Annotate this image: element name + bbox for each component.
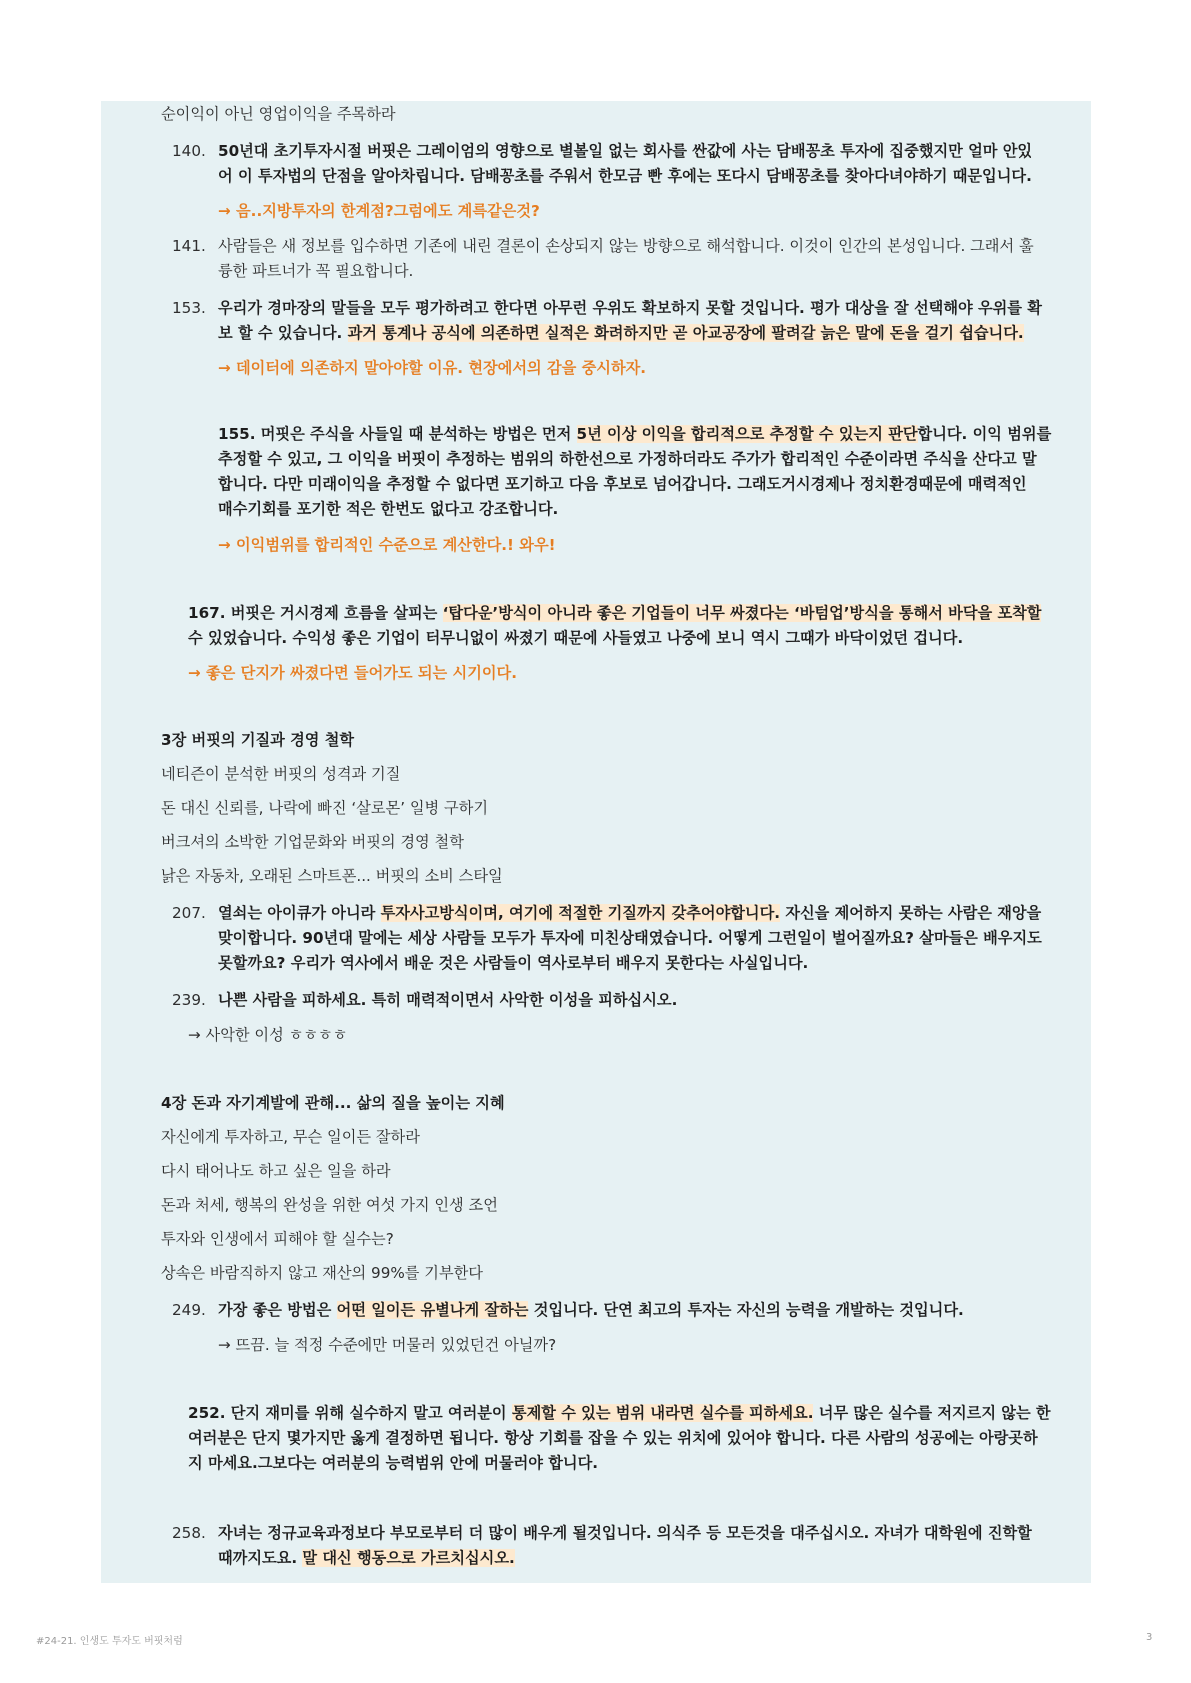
quote-text: 155. 머핏은 주식을 사들일 때 분석하는 방법은 먼저 5년 이상 이익을 합리적으로 추정할 수 있는지 판단합니다. 이익 범위를 [218, 425, 1052, 443]
chapter-item: 돈과 처세, 행복의 완성을 위한 여섯 가지 인생 조언 [161, 1196, 498, 1214]
footer-title: #24-21. 인생도 투자도 버핏처럼 [36, 1636, 183, 1647]
quote-text: 우리가 경마장의 말들을 모두 평가하려고 한다면 아무런 우위도 확보하지 못할 것입니다. 평가 대상을 잘 선택해야 우위를 확 [218, 299, 1042, 317]
quote-text: 사람들은 새 정보를 입수하면 기존에 내린 결론이 손상되지 않는 방향으로 해석합니다. 이것이 인간의 본성입니다. 그래서 훌 [218, 237, 1034, 255]
quote-number: 141. [172, 237, 206, 255]
quote-number: 140. [172, 142, 206, 160]
chapter-item: 다시 태어나도 하고 싶은 일을 하라 [161, 1162, 391, 1180]
highlighted-phrase: 5년 이상 이익을 합리적으로 추정할 수 있는지 판단 [576, 425, 918, 443]
chapter-item: 투자와 인생에서 피해야 할 실수는? [161, 1230, 394, 1248]
quote-text: 때까지도요. 말 대신 행동으로 가르치십시오. [218, 1549, 515, 1567]
chapter-item: 자신에게 투자하고, 무슨 일이든 잘하라 [161, 1128, 420, 1146]
quote-text: 지 마세요.그보다는 여러분의 능력범위 안에 머물러야 합니다. [188, 1454, 599, 1472]
chapter-item: 낡은 자동차, 오래된 스마트폰... 버핏의 소비 스타일 [161, 867, 503, 885]
chapter-heading: 4장 돈과 자기계발에 관해... 삶의 질을 높이는 지혜 [161, 1094, 505, 1112]
quote-text: 252. 단지 재미를 위해 실수하지 말고 여러분이 통제할 수 있는 범위 내라면 실수를 피하세요. 너무 많은 실수를 저지르지 않는 한 [188, 1404, 1051, 1422]
quote-text: 50년대 초기투자시절 버핏은 그레이엄의 영향으로 별볼일 없는 회사를 싼값에 사는 담배꽁초 투자에 집중했지만 얼마 안있 [218, 142, 1033, 160]
quote-text: 못할까요? 우리가 역사에서 배운 것은 사람들이 역사로부터 배우지 못한다는 사실입니다. [218, 954, 809, 972]
quote-text: 나쁜 사람을 피하세요. 특히 매력적이면서 사악한 이성을 피하십시오. [218, 991, 678, 1009]
quote-text: 여러분은 단지 몇가지만 옳게 결정하면 됩니다. 항상 기회를 잡을 수 있는 위치에 있어야 합니다. 다른 사람의 성공에는 아랑곳하 [188, 1429, 1038, 1447]
quote-text: 보 할 수 있습니다. 과거 통계나 공식에 의존하면 실적은 화려하지만 곧 아교공장에 팔려갈 늙은 말에 돈을 걸기 쉽습니다. [218, 324, 1024, 342]
chapter-item: 상속은 바람직하지 않고 재산의 99%를 기부한다 [161, 1264, 483, 1282]
quote-note: → 데이터에 의존하지 말아야할 이유. 현장에서의 감을 중시하자. [218, 359, 647, 377]
highlighted-phrase: 말 대신 행동으로 가르치십시오. [302, 1549, 515, 1567]
page-number: 3 [1146, 1632, 1153, 1643]
quote-text: 수 있었습니다. 수익성 좋은 기업이 터무니없이 싸졌기 때문에 사들였고 나중에 보니 역시 그때가 바닥이었던 겁니다. [188, 629, 964, 647]
quote-text: 자녀는 정규교육과정보다 부모로부터 더 많이 배우게 될것입니다. 의식주 등 모든것을 대주십시오. 자녀가 대학원에 진학할 [218, 1524, 1032, 1542]
quote-text: 어 이 투자법의 단점을 알아차립니다. 담배꽁초를 주워서 한모금 빤 후에는 또다시 담배꽁초를 찾아다녀야하기 때문입니다. [218, 167, 1032, 185]
quote-text: 추정할 수 있고, 그 이익을 버핏이 추정하는 범위의 하한선으로 가정하더라도 주가가 합리적인 수준이라면 주식을 산다고 말 [218, 450, 1037, 468]
highlighted-phrase: 투자사고방식이며, 여기에 적절한 기질까지 갖추어야합니다. [380, 904, 781, 922]
chapter-item: 네티즌이 분석한 버핏의 성격과 기질 [161, 765, 401, 783]
quote-number: 239. [172, 991, 206, 1009]
section-subtitle: 순이익이 아닌 영업이익을 주목하라 [161, 105, 396, 123]
quote-note: → 사악한 이성 ㅎㅎㅎㅎ [188, 1026, 348, 1044]
quote-text: 륭한 파트너가 꼭 필요합니다. [218, 262, 414, 280]
chapter-item: 돈 대신 신뢰를, 나락에 빠진 ‘살로몬’ 일병 구하기 [161, 799, 489, 817]
quote-text: 맞이합니다. 90년대 말에는 세상 사람들 모두가 투자에 미친상태였습니다. 어떻게 그런일이 벌어질까요? 살마들은 배우지도 [218, 929, 1042, 947]
quote-number: 153. [172, 299, 206, 317]
quote-number: 249. [172, 1301, 206, 1319]
quote-note: → 음..지방투자의 한계점?그럼에도 계륵같은것? [218, 202, 540, 220]
highlighted-phrase: ‘탑다운’방식이 아니라 좋은 기업들이 너무 싸졌다는 ‘바텀업’방식을 통해서 바닥을 포착할 [442, 604, 1042, 622]
quote-note: → 뜨끔. 늘 적정 수준에만 머물러 있었던건 아닐까? [218, 1336, 557, 1354]
highlighted-phrase: 통제할 수 있는 범위 내라면 실수를 피하세요. [511, 1404, 814, 1422]
quote-text: 167. 버핏은 거시경제 흐름을 살피는 ‘탑다운’방식이 아니라 좋은 기업들이 너무 싸졌다는 ‘바텀업’방식을 통해서 바닥을 포착할 [188, 604, 1042, 622]
quote-number: 258. [172, 1524, 206, 1542]
quote-number: 207. [172, 904, 206, 922]
quote-text: 열쇠는 아이큐가 아니라 투자사고방식이며, 여기에 적절한 기질까지 갖추어야합니다. 자신을 제어하지 못하는 사람은 재앙을 [218, 904, 1042, 922]
highlighted-phrase: 과거 통계나 공식에 의존하면 실적은 화려하지만 곧 아교공장에 팔려갈 늙은 말에 돈을 걸기 쉽습니다. [347, 324, 1024, 342]
quote-text: 합니다. 다만 미래이익을 추정할 수 없다면 포기하고 다음 후보로 넘어갑니다. 그래도거시경제나 정치환경때문에 매력적인 [218, 475, 1027, 493]
chapter-heading: 3장 버핏의 기질과 경영 철학 [161, 731, 355, 749]
quote-text: 가장 좋은 방법은 어떤 일이든 유별나게 잘하는 것입니다. 단연 최고의 투자는 자신의 능력을 개발하는 것입니다. [218, 1301, 964, 1319]
quote-note: → 이익범위를 합리적인 수준으로 계산한다.! 와우! [218, 536, 556, 554]
quote-note: → 좋은 단지가 싸졌다면 들어가도 되는 시기이다. [188, 664, 517, 682]
quote-text: 매수기회를 포기한 적은 한번도 없다고 강조합니다. [218, 500, 559, 518]
chapter-item: 버크셔의 소박한 기업문화와 버핏의 경영 철학 [161, 833, 464, 851]
highlighted-phrase: 어떤 일이든 유별나게 잘하는 [336, 1301, 529, 1319]
